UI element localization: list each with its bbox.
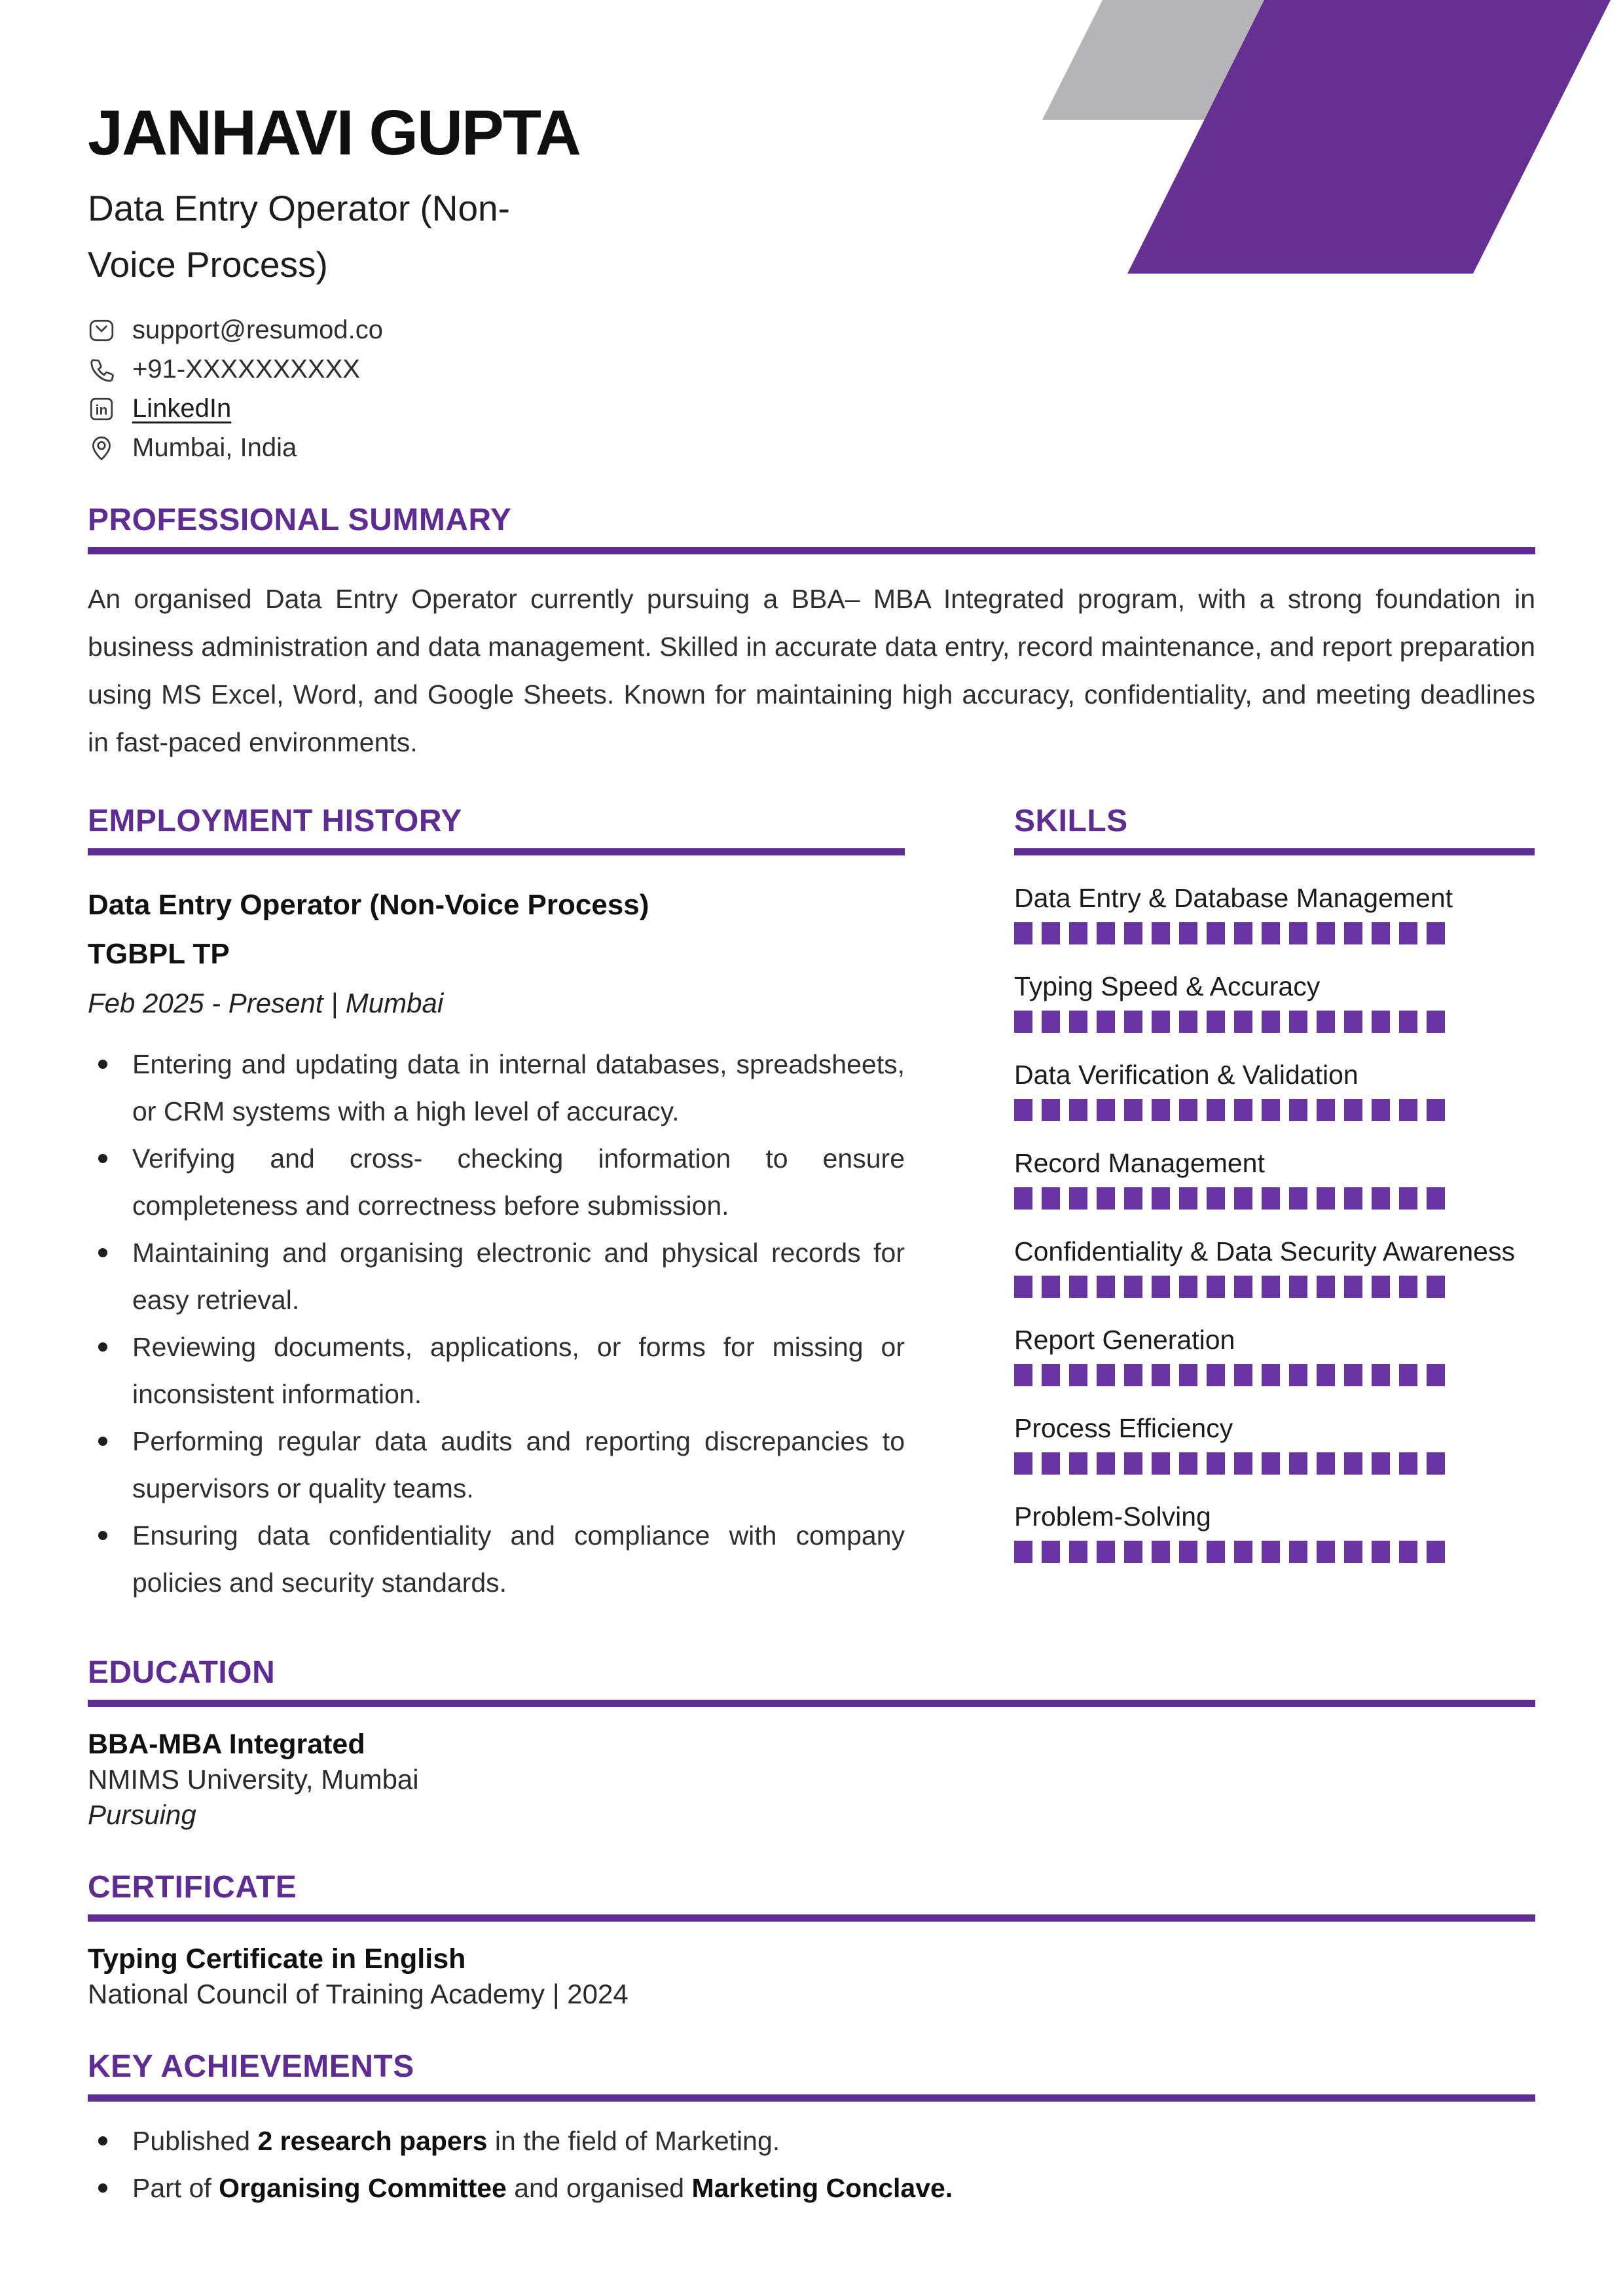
skill-level-segment bbox=[1042, 1099, 1060, 1121]
skill-level-segment bbox=[1262, 1187, 1280, 1210]
achievement-text: Published bbox=[132, 2125, 258, 2156]
job-bullet: Maintaining and organising electronic and physical records for easy retrieval. bbox=[88, 1229, 905, 1323]
skill-level-segment bbox=[1372, 922, 1390, 944]
skill-level-segment bbox=[1042, 1452, 1060, 1475]
skill-level-segment bbox=[1207, 1364, 1225, 1386]
contact-phone bbox=[88, 350, 1535, 389]
skill-level-segment bbox=[1399, 1364, 1417, 1386]
skill-level-segment bbox=[1124, 1276, 1142, 1298]
phone-icon bbox=[88, 356, 115, 384]
skill-level-segment bbox=[1207, 1276, 1225, 1298]
skill-level-segment bbox=[1069, 1452, 1087, 1475]
skill-level-segment bbox=[1234, 1364, 1252, 1386]
skill-level-bar bbox=[1014, 1452, 1535, 1475]
skill-level-segment bbox=[1344, 1541, 1362, 1563]
skill-level-segment bbox=[1152, 1099, 1170, 1121]
skill-level-segment bbox=[1014, 1187, 1032, 1210]
skill-level-segment bbox=[1399, 1276, 1417, 1298]
skill-level-segment bbox=[1014, 1011, 1032, 1033]
skill-level-segment bbox=[1372, 1541, 1390, 1563]
skill-level-segment bbox=[1069, 1364, 1087, 1386]
skill-level-segment bbox=[1152, 1364, 1170, 1386]
skill-level-segment bbox=[1207, 1452, 1225, 1475]
skill-level-segment bbox=[1317, 1187, 1335, 1210]
skill-label: Process Efficiency bbox=[1014, 1413, 1233, 1444]
skill-level-segment bbox=[1234, 1011, 1252, 1033]
skill-level-segment bbox=[1124, 1452, 1142, 1475]
skill-level-segment bbox=[1427, 1099, 1445, 1121]
achievement-text: Part of bbox=[132, 2172, 219, 2203]
skill-level-segment bbox=[1344, 1276, 1362, 1298]
skill-level-segment bbox=[1317, 1364, 1335, 1386]
section-divider bbox=[88, 2094, 1535, 2102]
skill-level-segment bbox=[1152, 1452, 1170, 1475]
job-bullet: Performing regular data audits and reporting discrepancies to supervisors or quality teams. bbox=[88, 1418, 905, 1512]
skill-item bbox=[1014, 1412, 1535, 1475]
skill-item bbox=[1014, 1058, 1535, 1121]
education-entry bbox=[88, 1727, 1535, 1833]
candidate-name: JANHAVI GUPTA bbox=[88, 97, 580, 168]
skill-level-segment bbox=[1344, 1452, 1362, 1475]
skill-level-segment bbox=[1289, 1099, 1307, 1121]
skill-level-segment bbox=[1042, 1541, 1060, 1563]
skill-level-segment bbox=[1124, 1187, 1142, 1210]
skill-level-segment bbox=[1069, 1187, 1087, 1210]
skill-level-segment bbox=[1289, 1187, 1307, 1210]
contact-list bbox=[88, 311, 1535, 468]
skill-level-segment bbox=[1317, 1452, 1335, 1475]
skill-level-segment bbox=[1042, 922, 1060, 944]
education-degree: BBA-MBA Integrated bbox=[88, 1729, 365, 1761]
skill-level-segment bbox=[1344, 922, 1362, 944]
skill-level-segment bbox=[1069, 1541, 1087, 1563]
skill-item bbox=[1014, 1147, 1535, 1210]
skill-level-segment bbox=[1152, 922, 1170, 944]
skill-item bbox=[1014, 882, 1535, 944]
skill-label: Problem-Solving bbox=[1014, 1501, 1211, 1532]
job-bullet: Entering and updating data in internal databases, spreadsheets, or CRM systems with a high level of accuracy. bbox=[88, 1041, 905, 1135]
skill-level-segment bbox=[1317, 1011, 1335, 1033]
skill-level-segment bbox=[1289, 1276, 1307, 1298]
skill-level-segment bbox=[1427, 1541, 1445, 1563]
skill-level-bar bbox=[1014, 1364, 1535, 1386]
achievement-text: in the field of Marketing. bbox=[487, 2125, 780, 2156]
skill-level-segment bbox=[1097, 1187, 1115, 1210]
skill-level-segment bbox=[1097, 1011, 1115, 1033]
skill-level-segment bbox=[1344, 1011, 1362, 1033]
key-achievements-heading: KEY ACHIEVEMENTS bbox=[88, 2049, 414, 2085]
skill-label: Confidentiality & Data Security Awareness bbox=[1014, 1236, 1515, 1267]
skill-level-segment bbox=[1152, 1187, 1170, 1210]
skill-level-segment bbox=[1207, 922, 1225, 944]
skill-level-segment bbox=[1262, 1099, 1280, 1121]
svg-text:in: in bbox=[95, 403, 108, 418]
professional-summary-heading: PROFESSIONAL SUMMARY bbox=[88, 502, 512, 537]
skill-level-segment bbox=[1179, 922, 1197, 944]
section-divider bbox=[88, 1914, 1535, 1922]
skill-level-segment bbox=[1207, 1099, 1225, 1121]
skill-level-segment bbox=[1069, 1099, 1087, 1121]
job-entry bbox=[88, 880, 905, 1028]
skill-level-segment bbox=[1234, 1099, 1252, 1121]
skill-item bbox=[1014, 1323, 1535, 1386]
skill-level-segment bbox=[1427, 1276, 1445, 1298]
certificate-org: National Council of Training Academy | 2024 bbox=[88, 1979, 629, 2010]
contact-email bbox=[88, 311, 1535, 350]
job-bullet: Reviewing documents, applications, or forms for missing or inconsistent information. bbox=[88, 1323, 905, 1418]
skill-level-segment bbox=[1372, 1276, 1390, 1298]
skill-level-segment bbox=[1344, 1099, 1362, 1121]
job-title-line-1: Data Entry Operator (Non- bbox=[88, 187, 510, 228]
skill-level-segment bbox=[1262, 922, 1280, 944]
skill-level-segment bbox=[1042, 1187, 1060, 1210]
skill-level-segment bbox=[1152, 1541, 1170, 1563]
skill-level-segment bbox=[1289, 922, 1307, 944]
skill-level-segment bbox=[1289, 1011, 1307, 1033]
skill-level-segment bbox=[1344, 1364, 1362, 1386]
skill-level-segment bbox=[1399, 1011, 1417, 1033]
skill-level-segment bbox=[1124, 922, 1142, 944]
skill-level-segment bbox=[1124, 1099, 1142, 1121]
skill-level-segment bbox=[1207, 1187, 1225, 1210]
skill-level-segment bbox=[1042, 1364, 1060, 1386]
header bbox=[88, 0, 1535, 468]
skill-level-segment bbox=[1317, 1099, 1335, 1121]
skill-level-segment bbox=[1069, 1011, 1087, 1033]
achievement-item bbox=[88, 2164, 1535, 2212]
skill-level-segment bbox=[1234, 1541, 1252, 1563]
skill-level-segment bbox=[1262, 1364, 1280, 1386]
skill-level-segment bbox=[1317, 1541, 1335, 1563]
professional-summary-text: An organised Data Entry Operator currently pursuing a BBA– MBA Integrated program, with a strong foundation in business administration and data management. Skilled in accurate data entry, record maintenance, and report preparation using MS Excel, Word, and Google Sheets. Known for maintaining high accuracy, confidentiality, and meeting deadlines in fast-paced environments. bbox=[88, 583, 1535, 757]
skill-level-segment bbox=[1069, 1276, 1087, 1298]
skill-level-segment bbox=[1372, 1011, 1390, 1033]
skill-level-segment bbox=[1179, 1276, 1197, 1298]
skill-level-segment bbox=[1372, 1187, 1390, 1210]
skill-level-segment bbox=[1262, 1276, 1280, 1298]
skill-level-bar bbox=[1014, 1011, 1535, 1033]
skill-level-segment bbox=[1152, 1011, 1170, 1033]
location-pin-icon bbox=[88, 435, 115, 462]
section-professional-summary bbox=[88, 502, 1535, 766]
job-entry-period: Feb 2025 - Present | Mumbai bbox=[88, 988, 444, 1019]
skill-level-segment bbox=[1399, 1187, 1417, 1210]
contact-location-text: Mumbai, India bbox=[132, 433, 297, 463]
section-divider bbox=[88, 547, 1535, 554]
skill-level-segment bbox=[1097, 1099, 1115, 1121]
certificate-title: Typing Certificate in English bbox=[88, 1943, 466, 1975]
certificate-entry bbox=[88, 1941, 1535, 2012]
skill-level-segment bbox=[1234, 1276, 1252, 1298]
section-skills bbox=[1014, 803, 1535, 1606]
skill-level-segment bbox=[1042, 1011, 1060, 1033]
skill-label: Report Generation bbox=[1014, 1325, 1235, 1355]
contact-linkedin bbox=[88, 389, 1535, 429]
skill-level-segment bbox=[1124, 1541, 1142, 1563]
contact-location bbox=[88, 429, 1535, 468]
job-entry-company: TGBPL TP bbox=[88, 938, 230, 971]
skills-heading: SKILLS bbox=[1014, 803, 1128, 838]
skill-level-segment bbox=[1069, 922, 1087, 944]
candidate-job-title bbox=[88, 180, 677, 293]
skill-level-segment bbox=[1152, 1276, 1170, 1298]
skill-level-segment bbox=[1234, 1187, 1252, 1210]
job-bullet-list bbox=[88, 1041, 905, 1606]
skill-level-segment bbox=[1097, 1452, 1115, 1475]
skill-level-segment bbox=[1399, 1541, 1417, 1563]
skill-level-segment bbox=[1097, 922, 1115, 944]
skill-label: Data Entry & Database Management bbox=[1014, 883, 1453, 914]
skill-level-segment bbox=[1207, 1541, 1225, 1563]
employment-history-heading: EMPLOYMENT HISTORY bbox=[88, 803, 462, 838]
job-entry-title: Data Entry Operator (Non-Voice Process) bbox=[88, 889, 649, 922]
skill-label: Data Verification & Validation bbox=[1014, 1060, 1359, 1090]
skill-level-segment bbox=[1399, 1452, 1417, 1475]
section-certificate bbox=[88, 1869, 1535, 2012]
skill-level-segment bbox=[1399, 1099, 1417, 1121]
achievement-bold-text: 2 research papers bbox=[257, 2125, 488, 2156]
skill-level-segment bbox=[1427, 1364, 1445, 1386]
skill-level-segment bbox=[1014, 1541, 1032, 1563]
skill-level-segment bbox=[1317, 922, 1335, 944]
skill-level-segment bbox=[1014, 1276, 1032, 1298]
skill-level-segment bbox=[1399, 922, 1417, 944]
skill-level-segment bbox=[1179, 1541, 1197, 1563]
skill-level-segment bbox=[1427, 922, 1445, 944]
skill-level-segment bbox=[1014, 1452, 1032, 1475]
skill-level-segment bbox=[1097, 1364, 1115, 1386]
skill-level-bar bbox=[1014, 1541, 1535, 1563]
contact-email-text: support@resumod.co bbox=[132, 315, 384, 345]
linkedin-link[interactable]: LinkedIn bbox=[132, 394, 232, 423]
skill-level-bar bbox=[1014, 922, 1535, 944]
two-column-area bbox=[88, 803, 1535, 1606]
section-key-achievements bbox=[88, 2049, 1535, 2211]
job-bullet: Ensuring data confidentiality and compliance with company policies and security standards. bbox=[88, 1512, 905, 1606]
skill-level-bar bbox=[1014, 1099, 1535, 1121]
skill-level-segment bbox=[1234, 1452, 1252, 1475]
achievement-list bbox=[88, 2117, 1535, 2212]
skill-level-segment bbox=[1262, 1541, 1280, 1563]
education-school: NMIMS University, Mumbai bbox=[88, 1764, 419, 1795]
skill-level-segment bbox=[1289, 1541, 1307, 1563]
skill-level-segment bbox=[1179, 1011, 1197, 1033]
skill-level-segment bbox=[1207, 1011, 1225, 1033]
skill-item bbox=[1014, 970, 1535, 1033]
skill-level-segment bbox=[1262, 1452, 1280, 1475]
section-employment-history bbox=[88, 803, 905, 1606]
skills-list bbox=[1014, 882, 1535, 1563]
section-education bbox=[88, 1655, 1535, 1833]
skill-level-segment bbox=[1097, 1276, 1115, 1298]
job-bullet: Verifying and cross- checking information to ensure completeness and correctness before submission. bbox=[88, 1135, 905, 1229]
skill-level-segment bbox=[1372, 1452, 1390, 1475]
skill-level-segment bbox=[1372, 1364, 1390, 1386]
skill-level-segment bbox=[1097, 1541, 1115, 1563]
skill-label: Typing Speed & Accuracy bbox=[1014, 971, 1321, 1002]
skill-level-segment bbox=[1179, 1452, 1197, 1475]
skill-level-segment bbox=[1262, 1011, 1280, 1033]
achievement-item bbox=[88, 2117, 1535, 2164]
skill-level-segment bbox=[1289, 1364, 1307, 1386]
linkedin-icon bbox=[88, 395, 115, 423]
skill-level-segment bbox=[1372, 1099, 1390, 1121]
skill-level-bar bbox=[1014, 1276, 1535, 1298]
skill-level-segment bbox=[1179, 1187, 1197, 1210]
skill-level-segment bbox=[1042, 1276, 1060, 1298]
skill-level-segment bbox=[1427, 1452, 1445, 1475]
skill-level-segment bbox=[1014, 1099, 1032, 1121]
achievement-bold-text: Organising Committee bbox=[219, 2172, 507, 2203]
skill-level-segment bbox=[1317, 1276, 1335, 1298]
achievement-text: and organised bbox=[506, 2172, 692, 2203]
section-divider bbox=[88, 848, 905, 855]
section-divider bbox=[88, 1700, 1535, 1707]
skill-item bbox=[1014, 1235, 1535, 1298]
skill-level-bar bbox=[1014, 1187, 1535, 1210]
skill-level-segment bbox=[1234, 922, 1252, 944]
skill-level-segment bbox=[1014, 922, 1032, 944]
job-title-line-2: Voice Process) bbox=[88, 243, 328, 285]
skill-level-segment bbox=[1427, 1011, 1445, 1033]
skill-level-segment bbox=[1179, 1364, 1197, 1386]
skill-item bbox=[1014, 1500, 1535, 1563]
skill-level-segment bbox=[1344, 1187, 1362, 1210]
skill-level-segment bbox=[1179, 1099, 1197, 1121]
skill-level-segment bbox=[1124, 1364, 1142, 1386]
education-heading: EDUCATION bbox=[88, 1655, 276, 1691]
skill-level-segment bbox=[1427, 1187, 1445, 1210]
email-icon bbox=[88, 317, 115, 344]
education-status: Pursuing bbox=[88, 1799, 196, 1831]
skill-label: Record Management bbox=[1014, 1148, 1265, 1179]
skill-level-segment bbox=[1014, 1364, 1032, 1386]
section-divider bbox=[1014, 848, 1535, 855]
contact-phone-text: +91-XXXXXXXXXX bbox=[132, 355, 360, 384]
skill-level-segment bbox=[1289, 1452, 1307, 1475]
skill-level-segment bbox=[1124, 1011, 1142, 1033]
certificate-heading: CERTIFICATE bbox=[88, 1870, 297, 1905]
achievement-bold-text: Marketing Conclave. bbox=[691, 2172, 953, 2203]
